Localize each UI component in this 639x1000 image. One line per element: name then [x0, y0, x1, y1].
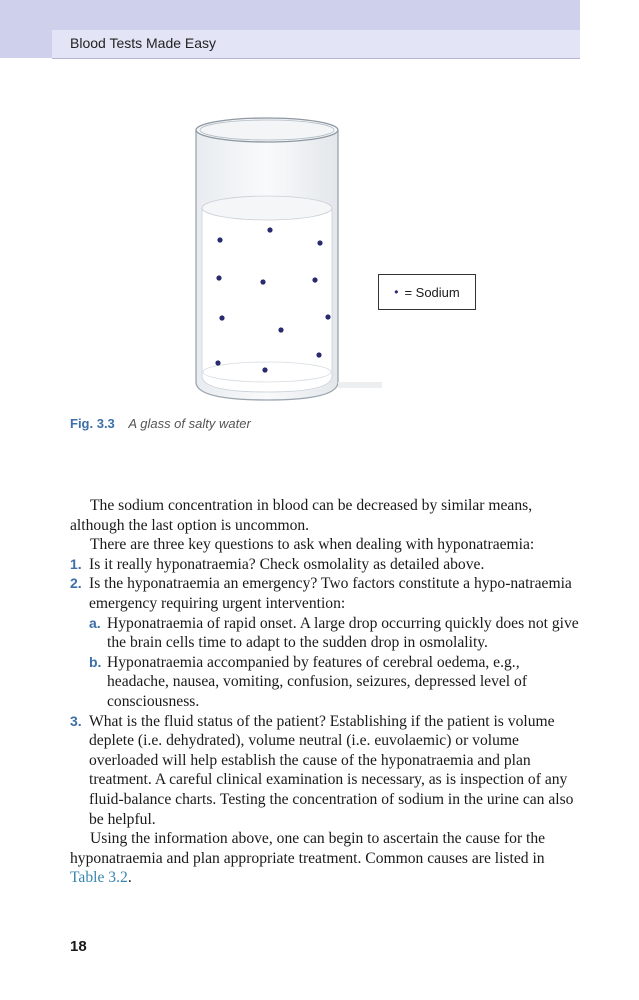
caption-text: A glass of salty water [128, 416, 251, 431]
paragraph-intro: The sodium concentration in blood can be decreased by similar means, although the last option is uncommon. [70, 497, 533, 534]
list-item-text: Is it really hyponatraemia? Check osmolality as detailed above. [89, 555, 485, 573]
page-number: 18 [70, 938, 87, 955]
sub-list-marker: b. [89, 653, 102, 670]
list-item [70, 574, 582, 711]
paragraph-questions-intro: There are three key questions to ask when dealing with hyponatraemia: [90, 536, 535, 554]
list-item-text: Is the hyponatraemia an emergency? Two factors constitute a hypo-natraemia emergency requiring urgent intervention: [89, 575, 572, 612]
table-reference-link[interactable]: Table 3.2 [70, 869, 128, 887]
list-marker: 1. [70, 555, 82, 572]
sub-list-item-text: Hyponatraemia accompanied by features of cerebral oedema, e.g., headache, nausea, vomiting, confusion, seizures, depressed level of consciousness. [107, 653, 528, 710]
closing-text: Using the information above, one can begin to ascertain the cause for the hyponatraemia and plan appropriate treatment. Common causes are listed in [70, 830, 546, 867]
sub-list [89, 614, 582, 712]
body-text [70, 496, 582, 888]
question-list [70, 555, 582, 829]
list-marker: 3. [70, 712, 82, 729]
list-item [70, 555, 582, 575]
legend-label: = Sodium [404, 284, 460, 300]
figure-caption [70, 416, 251, 431]
sub-list-marker: a. [89, 614, 101, 631]
paragraph-closing [70, 829, 582, 888]
sub-list-item [89, 614, 582, 653]
caption-label: Fig. 3.3 [70, 416, 115, 431]
running-head: Blood Tests Made Easy [70, 35, 217, 51]
list-marker: 2. [70, 575, 82, 592]
sodium-dot-icon: • [394, 285, 399, 299]
glass-illustration [190, 110, 480, 410]
list-item [70, 712, 582, 830]
sub-list-item [89, 653, 582, 712]
sub-list-item-text: Hyponatraemia of rapid onset. A large drop occurring quickly does not give the brain cells time to adapt to the sudden drop in osmolality. [107, 614, 579, 652]
closing-end: . [127, 869, 132, 887]
list-item-text: What is the fluid status of the patient? Establishing if the patient is volume deplete (i.e. dehydrated), volume neutral (i.e. euvolaemic) or volume overloaded will help establish the cause of the hyponatraemia and plan treatment. A careful clinical examination is necessary, as is inspection of any fluid-balance charts. Testing the concentration of sodium in the urine can also be helpful. [89, 712, 574, 828]
figure-glass [190, 110, 480, 410]
legend-box [378, 274, 476, 310]
